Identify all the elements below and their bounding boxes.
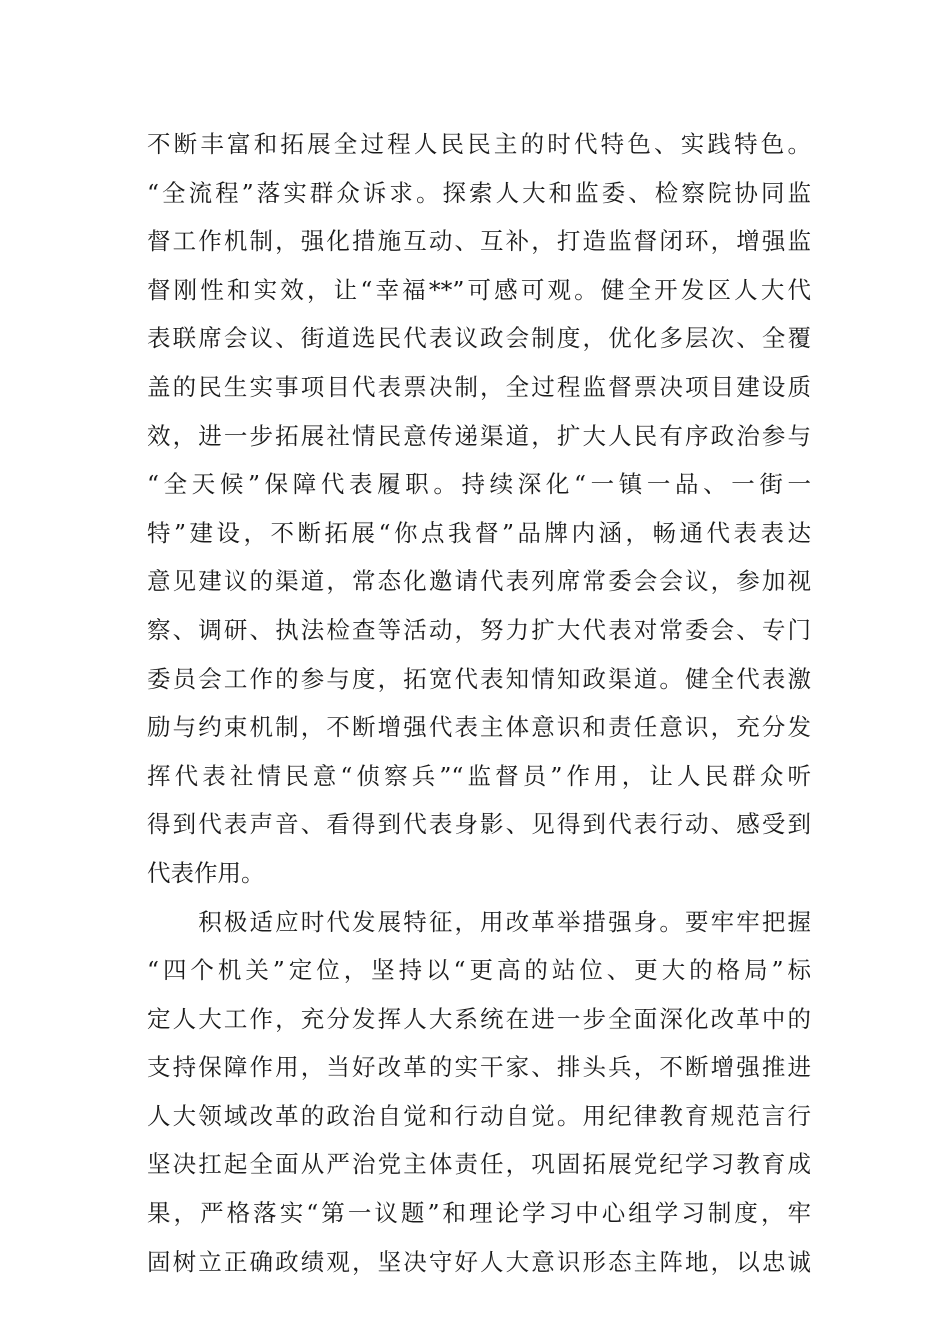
text-line: 得到代表声音、看得到代表身影、见得到代表行动、感受到 (147, 810, 811, 839)
text-line: 挥代表社情民意“侦察兵”“监督员”作用，让人民群众听 (147, 761, 811, 790)
text-line: 坚决扛起全面从严治党主体责任，巩固拓展党纪学习教育成 (147, 1150, 811, 1179)
text-line: 督工作机制，强化措施互动、互补，打造监督闭环，增强监 (147, 227, 811, 256)
text-line: 支持保障作用，当好改革的实干家、排头兵，不断增强推进 (147, 1053, 811, 1082)
text-line: 不断丰富和拓展全过程人民民主的时代特色、实践特色。 (147, 130, 811, 158)
text-line: 察、调研、执法检查等活动，努力扩大代表对常委会、专门 (147, 615, 811, 644)
text-line: 果，严格落实“第一议题”和理论学习中心组学习制度，牢 (147, 1199, 811, 1228)
paragraph-start-line: 积极适应时代发展特征，用改革举措强身。要牢牢把握 (147, 907, 811, 936)
text-line: 定人大工作，充分发挥人大系统在进一步全面深化改革中的 (147, 1004, 811, 1033)
text-line: 盖的民生实事项目代表票决制，全过程监督票决项目建设质 (147, 372, 811, 401)
text-line: 励与约束机制，不断增强代表主体意识和责任意识，充分发 (147, 713, 811, 742)
text-line: 特”建设，不断拓展“你点我督”品牌内涵，畅通代表表达 (147, 518, 811, 547)
text-line: 意见建议的渠道，常态化邀请代表列席常委会会议，参加视 (147, 567, 811, 596)
text-line: 表联席会议、街道选民代表议政会制度，优化多层次、全覆 (147, 324, 811, 353)
body-text (147, 120, 811, 1286)
text-line: 效，进一步拓展社情民意传递渠道，扩大人民有序政治参与 (147, 421, 811, 450)
text-line: 代表作用。 (147, 858, 265, 887)
text-line: 固树立正确政绩观，坚决守好人大意识形态主阵地，以忠诚 (147, 1247, 811, 1276)
text-line: “全流程”落实群众诉求。探索人大和监委、检察院协同监 (147, 178, 811, 207)
text-line: 人大领域改革的政治自觉和行动自觉。用纪律教育规范言行 (147, 1101, 811, 1130)
text-line: “全天候”保障代表履职。持续深化“一镇一品、一街一 (147, 470, 811, 499)
text-line: 委员会工作的参与度，拓宽代表知情知政渠道。健全代表激 (147, 664, 811, 693)
text-line: “四个机关”定位，坚持以“更高的站位、更大的格局”标 (147, 956, 811, 985)
text-line: 督刚性和实效，让“幸福**”可感可观。健全开发区人大代 (147, 275, 811, 304)
